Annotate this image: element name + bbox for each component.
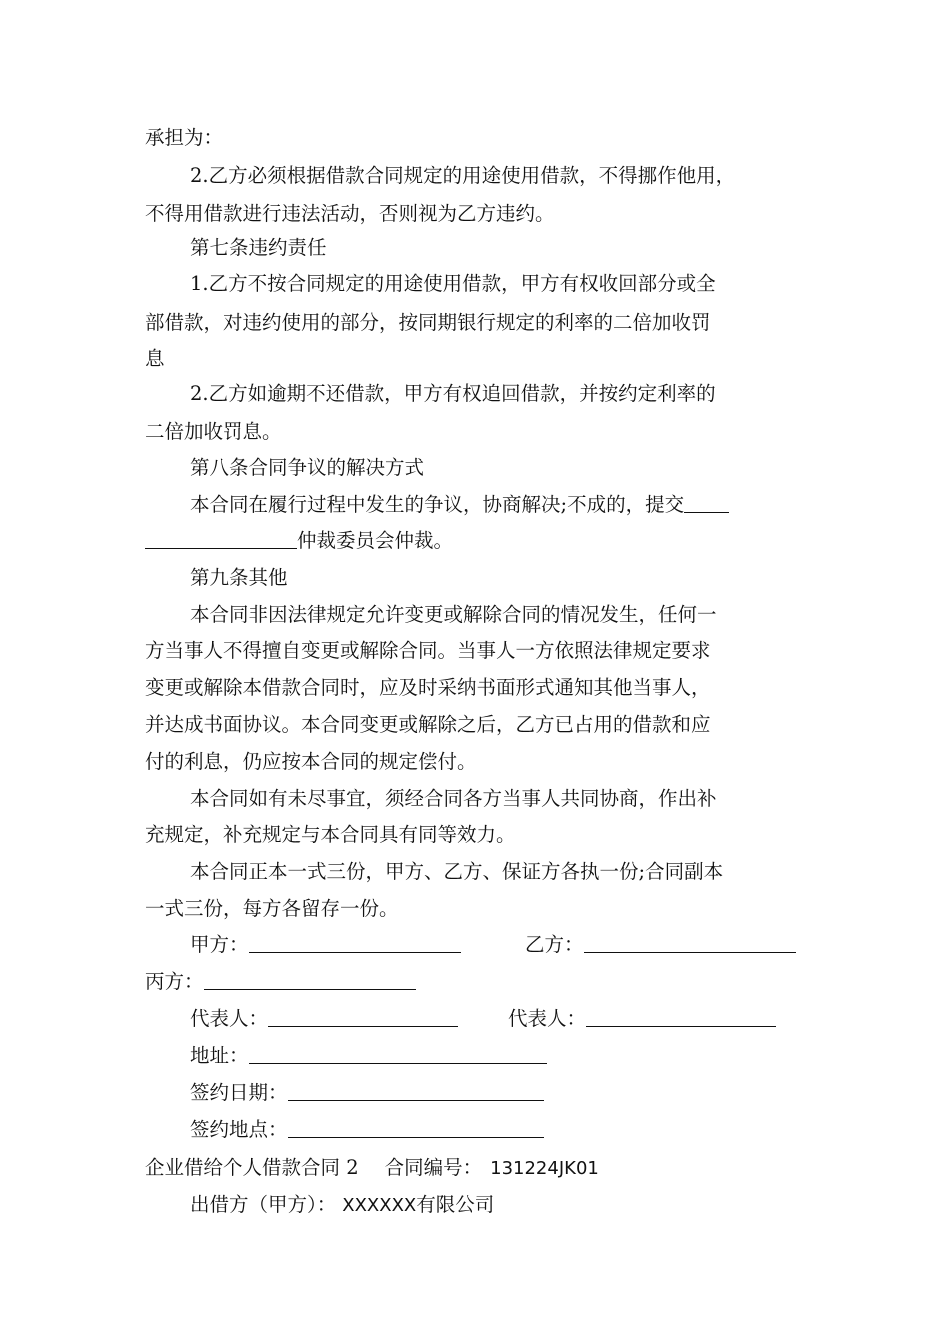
sign-date-blank (288, 1076, 544, 1101)
section-heading: 第八条合同争议的解决方式 (190, 456, 425, 479)
contract-title: 企业借给个人借款合同 2 (145, 1156, 359, 1179)
sign-date-label: 签约日期： (190, 1081, 288, 1104)
party-a-field (190, 926, 461, 964)
blank-field (145, 524, 297, 549)
text-line: 二倍加收罚息。 (145, 420, 282, 443)
address-blank (249, 1039, 547, 1064)
lender-name: XXXXXX (342, 1195, 417, 1216)
text-line: 息 (145, 347, 165, 370)
section-heading: 第九条其他 (190, 566, 288, 589)
text-line: 并达成书面协议。本合同变更或解除之后，乙方已占用的借款和应 (145, 713, 711, 736)
party-a-label: 甲方： (190, 933, 249, 956)
party-b-field (525, 926, 796, 964)
text-line: 本合同非因法律规定允许变更或解除合同的情况发生，任何一 (190, 603, 717, 626)
blank-field (684, 488, 729, 513)
party-c-field (145, 963, 416, 1001)
contract-number-label: 合同编号： (384, 1156, 483, 1179)
sign-place-field (190, 1111, 544, 1149)
text-line: 部借款，对违约使用的部分，按同期银行规定的利率的二倍加收罚 (145, 311, 711, 334)
text-line: 承担为： (145, 126, 224, 149)
lender-label: 出借方（甲方）： (190, 1193, 337, 1216)
text-line: 一式三份，每方各留存一份。 (145, 897, 399, 920)
party-a-blank (249, 928, 461, 953)
text-line: 不得用借款进行违法活动，否则视为乙方违约。 (145, 202, 555, 225)
contract-title-line (145, 1149, 599, 1187)
rep-b-blank (586, 1002, 776, 1027)
rep-b-label: 代表人： (508, 1007, 587, 1030)
text-line: 本合同正本一式三份，甲方、乙方、保证方各执一份;合同副本 (190, 860, 724, 883)
text-line (190, 486, 729, 524)
text-line: 2.乙方必须根据借款合同规定的用途使用借款，不得挪作他用， (190, 164, 736, 187)
contract-number: 131224JK01 (490, 1158, 599, 1179)
address-label: 地址： (190, 1044, 249, 1067)
address-field (190, 1037, 547, 1075)
rep-a-blank (268, 1002, 458, 1027)
text-segment: 本合同在履行过程中发生的争议，协商解决;不成的，提交 (190, 493, 685, 516)
party-b-label: 乙方： (525, 933, 584, 956)
sign-place-blank (288, 1113, 544, 1138)
text-line: 本合同如有未尽事宜，须经合同各方当事人共同协商，作出补 (190, 787, 717, 810)
text-line: 方当事人不得擅自变更或解除合同。当事人一方依照法律规定要求 (145, 639, 711, 662)
text-line: 变更或解除本借款合同时，应及时采纳书面形式通知其他当事人， (145, 676, 711, 699)
rep-a-label: 代表人： (190, 1007, 269, 1030)
rep-b-field (508, 1000, 776, 1038)
text-line: 付的利息，仍应按本合同的规定偿付。 (145, 750, 477, 773)
text-line: 1.乙方不按合同规定的用途使用借款，甲方有权收回部分或全 (190, 272, 716, 295)
party-b-blank (584, 928, 796, 953)
sign-place-label: 签约地点： (190, 1118, 288, 1141)
rep-a-field (190, 1000, 458, 1038)
text-line: 2.乙方如逾期不还借款，甲方有权追回借款，并按约定利率的 (190, 382, 716, 405)
text-segment: 仲裁委员会仲裁。 (297, 529, 454, 552)
text-line: 充规定，补充规定与本合同具有同等效力。 (145, 823, 516, 846)
lender-suffix: 有限公司 (416, 1193, 495, 1216)
party-c-label: 丙方： (145, 970, 204, 993)
lender-line (190, 1186, 494, 1224)
sign-date-field (190, 1074, 544, 1112)
section-heading: 第七条违约责任 (190, 236, 327, 259)
party-c-blank (204, 965, 416, 990)
text-line (145, 522, 453, 560)
